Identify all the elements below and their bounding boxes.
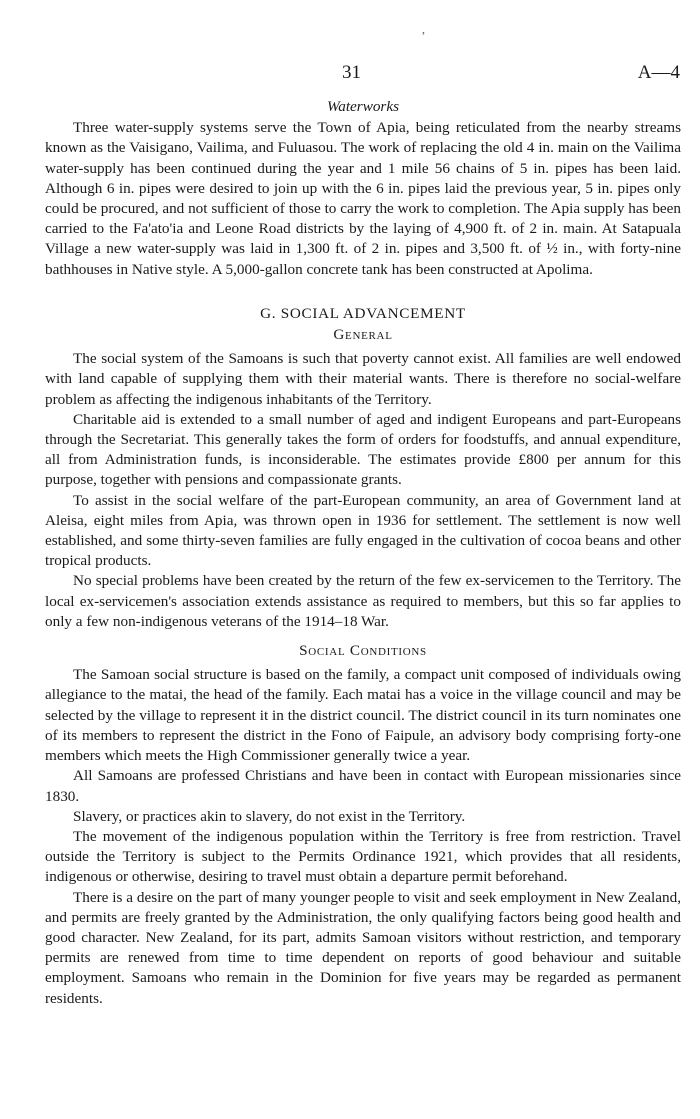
page-body (45, 97, 681, 1009)
conditions-paragraph-2: All Samoans are professed Christians and have been in contact with European missionaries since 1830. (45, 767, 681, 805)
general-subheading: General (333, 326, 393, 344)
section-heading: G. SOCIAL ADVANCEMENT (260, 304, 466, 322)
page-header (0, 62, 700, 84)
waterworks-paragraph: Three water-supply systems serve the Town of Apia, being reticulated from the nearby streams known as the Vaisigano, Vailima, and Fuluasou. The work of replacing the old 4 in. main on the Vailima water-supply has been continued during the year and 1 mile 56 chains of 5 in. pipes has been laid. Although 6 in. pipes were desired to join up with the 6 in. pipes laid the previous year, 5 in. pipes only could be procured, and not sufficient of those to carry the work to completion. The Apia supply has been carried to the Fa'ato'ia and Leone Road districts by the laying of 4,900 ft. of 2 in. main. At Satapuala Village a new water-supply was laid in 1,300 ft. of 2 in. pipes and 3,500 ft. of ½ in., with forty-nine bathhouses in Native style. A 5,000-gallon concrete tank has been constructed at Apolima. (45, 119, 681, 278)
waterworks-heading: Waterworks (326, 98, 399, 115)
general-paragraph-3: To assist in the social welfare of the part-European community, an area of Government land at Aleisa, eight miles from Apia, was thrown open in 1936 for settlement. The settlement is now well established, and some thirty-seven families are fully engaged in the cultivation of cocoa beans and other tropical products. (45, 491, 681, 570)
conditions-paragraph-4: The movement of the indigenous population within the Territory is free from restriction. Travel outside the Territory is subject to the Permits Ordinance 1921, which provides that all residents, indigenous or otherwise, desiring to travel must obtain a departure permit beforehand. (45, 827, 681, 886)
social-conditions-subheading: Social Conditions (299, 642, 427, 660)
conditions-paragraph-5: There is a desire on the part of many younger people to visit and seek employment in New Zealand, and permits are freely granted by the Administration, the only qualifying factors being good health and good character. New Zealand, for its part, admits Samoan visitors without restriction, and temporary permits are renewed from time to time dependent on reports of good behaviour and suitable employment. Samoans who remain in the Dominion for five years may be regarded as permanent residents. (45, 888, 681, 1007)
general-paragraph-2: Charitable aid is extended to a small number of aged and indigent Europeans and part-Europeans through the Secretariat. This generally takes the form of orders for foodstuffs, and annual expenditure, all from Administration funds, is inconsiderable. The estimates provide £800 per annum for this purpose, together with pensions and compassionate grants. (45, 410, 681, 489)
conditions-paragraph-3: Slavery, or practices akin to slavery, do not exist in the Territory. (73, 807, 466, 825)
page-number: 31 (342, 62, 361, 83)
conditions-paragraph-1: The Samoan social structure is based on the family, a compact unit composed of individuals owing allegiance to the matai, the head of the family. Each matai has a voice in the village council and may be selected by the village to represent it in the district council. The district council in its turn nominates one of its members to represent the district in the Fono of Faipule, an advisory body comprising forty-one members which meets the High Commissioner generally twice a year. (45, 666, 681, 765)
page-reference: A—4 (637, 62, 680, 83)
general-paragraph-1: The social system of the Samoans is such that poverty cannot exist. All families are well endowed with land capable of supplying them with their material wants. There is therefore no social-welfare problem as affecting the indigenous inhabitants of the Territory. (45, 350, 681, 408)
scan-mark: , (422, 22, 425, 36)
general-paragraph-4: No special problems have been created by the return of the few ex-servicemen to the Territory. The local ex-servicemen's association extends assistance as required to members, but this so far applies to only a few non-indigenous veterans of the 1914–18 War. (45, 572, 681, 630)
